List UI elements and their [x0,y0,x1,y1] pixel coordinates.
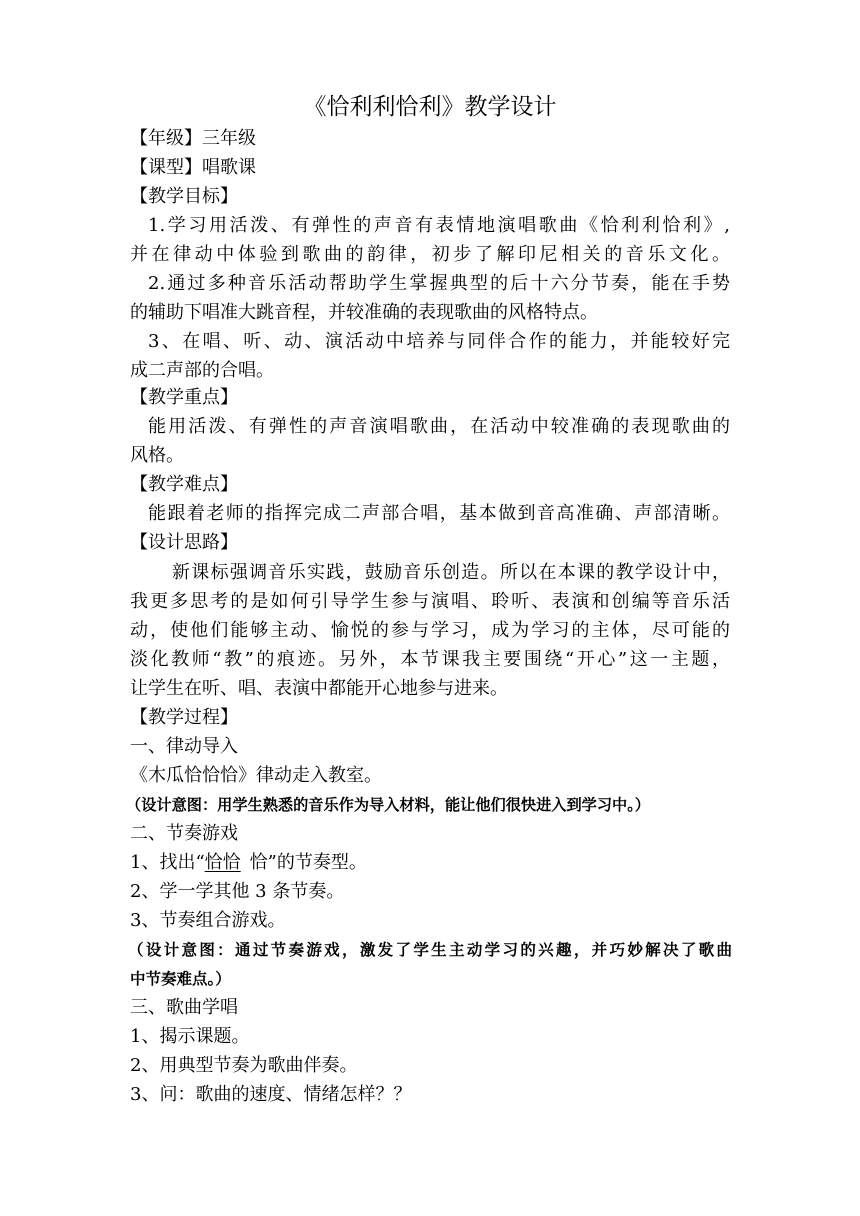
goal1-line-a: 1.学习用活泼、有弹性的声音有表情地演唱歌曲《恰利利恰利》, [148,215,730,236]
lesson-type-line: 【课型】唱歌课 [130,157,256,178]
key-points-line-a: 能用活泼、有弹性的声音演唱歌曲，在活动中较准确的表现歌曲的 [148,416,730,437]
section3-heading: 三、歌曲学唱 [130,997,238,1018]
section3-item1: 1、揭示课题。 [130,1026,250,1047]
goal2-line-a: 2.通过多种音乐活动帮助学生掌握典型的后十六分节奏，能在手势 [148,273,730,294]
section2-item1-underlined: 恰恰 [204,852,241,873]
section2-item3: 3、节奏组合游戏。 [130,910,286,931]
section1-design-note: （设计意图：用学生熟悉的音乐作为导入材料，能让他们很快进入到学习中。） [126,796,650,814]
section2-heading: 二、节奏游戏 [130,823,238,844]
grade-line: 【年级】三年级 [130,128,256,149]
goals-heading: 【教学目标】 [130,186,238,207]
difficulty-heading: 【教学难点】 [130,474,238,495]
section2-item1 [130,850,730,876]
design-idea-line-5: 让学生在听、唱、表演中都能开心地参与进来。 [130,678,508,699]
document-title: 《恰利利恰利》教学设计 [303,94,557,120]
difficulty-line: 能跟着老师的指挥完成二声部合唱，基本做到音高准确、声部清晰。 [148,503,730,524]
goal1-line-b: 并在律动中体验到歌曲的韵律，初步了解印尼相关的音乐文化。 [130,244,730,265]
design-idea-line-3: 动，使他们能够主动、愉悦的参与学习，成为学习的主体，尽可能的 [130,620,730,641]
section1-line: 《木瓜恰恰恰》律动走入教室。 [130,765,382,786]
key-points-line-b: 风格。 [130,445,184,466]
section2-item2: 2、学一学其他 3 条节奏。 [130,881,345,902]
section2-item1-prefix: 1、找出“ [130,852,205,873]
design-idea-line-4: 淡化教师“教”的痕迹。另外，本节课我主要围绕“开心”这一主题， [130,649,730,670]
design-idea-heading: 【设计思路】 [130,532,238,553]
goal3-line-b: 成二声部的合唱。 [130,360,274,381]
section2-design-note-a: （设计意图：通过节奏游戏，激发了学生主动学习的兴趣，并巧妙解决了歌曲 [128,940,732,959]
process-heading: 【教学过程】 [130,707,238,728]
section2-item1-suffix: 恰”的节奏型。 [249,852,367,873]
section1-heading: 一、律动导入 [130,736,238,757]
section2-design-note-b: 中节奏难点。） [130,969,231,988]
section3-item3: 3、问：歌曲的速度、情绪怎样？？ [130,1084,412,1105]
design-idea-line-1: 新课标强调音乐实践，鼓励音乐创造。所以在本课的教学设计中， [172,562,730,583]
goal3-line-a: 3、在唱、听、动、演活动中培养与同伴合作的能力，并能较好完 [148,331,730,352]
key-points-heading: 【教学重点】 [130,387,238,408]
goal2-line-b: 的辅助下唱准大跳音程，并较准确的表现歌曲的风格特点。 [130,302,598,323]
design-idea-line-2: 我更多思考的是如何引导学生参与演唱、聆听、表演和创编等音乐活 [130,591,730,612]
section3-item2: 2、用典型节奏为歌曲伴奏。 [130,1055,358,1076]
